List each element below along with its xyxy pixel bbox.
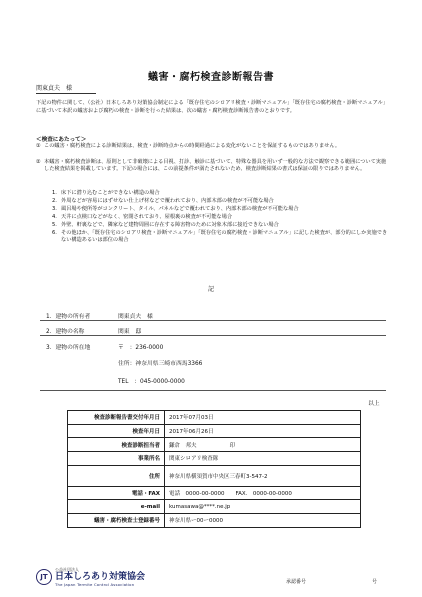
ijou-text: 以上: [368, 401, 380, 407]
note-2: [36, 159, 390, 174]
condition-item: 2. 外周などが容易にはずせない仕上げ材などで覆われており、内部木部の検査が不可能な場合: [52, 198, 274, 204]
table-row: 住所 神奈川県横須賀市中央区三春町3-547-2: [68, 465, 361, 486]
condition-item: 4. 天井に点検口などがなく、密閉されており、屋根裏の検査が不可能な場合: [52, 214, 233, 220]
table-row: e-mail kumasawa@****.ne.jp: [68, 500, 361, 514]
address-value: 住所：神奈川県三崎市西馬3366: [118, 361, 203, 367]
owner-value: 関東貞夫 様: [118, 314, 153, 320]
table-row: 検査年月日 2017年06月26日: [68, 424, 361, 438]
address-label: 3．建物の所在地: [46, 345, 91, 351]
note-text: 本蟻害・腐朽検査診断は、原則として非破壊による目視、打診、触診に基づいて、特殊な器具を用いず一般的な方法で観察できる範囲について実施した検査結果を掲載しています。下記の場合には、この前提条件が満たされないため、検査診断結果の書式は保証の限りではありません。: [44, 159, 387, 173]
logo-name: 日本しろあり対策協会: [55, 572, 146, 582]
association-logo: [36, 567, 145, 587]
logo-small-text: 公益社団法人: [55, 567, 79, 572]
go-label: 号: [372, 579, 378, 585]
ki-heading: 記: [207, 286, 214, 293]
building-name-value: 関東 邸: [118, 329, 142, 335]
note-marker: ①: [36, 143, 41, 149]
building-name-label: 2．建物の名称: [46, 329, 85, 335]
note-marker: ②: [36, 159, 41, 165]
divider: [40, 335, 386, 336]
divider: [40, 320, 386, 321]
divider: [40, 390, 386, 391]
condition-item: 5. 外壁、軒裏などで、隣家など建物周囲に存在する障害物のために対象木部に接近できない場合: [52, 222, 279, 228]
intro-paragraph: 下記の物件に関して、（公社）日本しろあり対策協会制定による「既存住宅のシロアリ検査・診断マニュアル」「既存住宅の腐朽検査・診断マニュアル」に基づいて本訳の蟻害および腐朽の検査・診断を行った結果は、次の蟻害・腐朽検査診断報告書のとおりです。: [36, 100, 389, 114]
table-row: 事業所名 関東シロアリ検査隊: [68, 452, 361, 466]
note-1: [36, 143, 390, 150]
owner-label: 1．建物の所有者: [46, 314, 91, 320]
addressee: 関東貞夫 様: [36, 83, 96, 94]
postal-code: 〒 ：236-0000: [118, 345, 164, 351]
table-row: 蟻害・腐朽検査士登録番号 神奈川県ー00ー0000: [68, 514, 361, 528]
report-title: 蟻害・腐朽検査診断報告書: [148, 72, 274, 83]
condition-item: 1. 床下に潜り込むことができない構造の場合: [52, 190, 160, 196]
condition-item: 6. その他ほか、「既存住宅のシロアリ検査・診断マニュアル」「既存住宅の腐朽検査・診断マニュアル」に記した検査が、部分的にしか実施できない構造あるいは部位の場合: [52, 230, 388, 244]
table-row: 検査診断担当者 鎌倉 邦夫 印: [68, 438, 361, 452]
table-row: 検査診断報告書交付年月日 2017年07月03日: [68, 411, 361, 425]
condition-item: 3. 風呂場や便所等がコンクリート、タイル、パネルなどで覆われており、内部木部の検査が不可能な場合: [52, 206, 299, 212]
table-row: 電話・FAX 電話 0000-00-0000 FAX. 0000-00-0000: [68, 486, 361, 500]
notes-heading: ＜検査にあたって＞: [36, 137, 87, 143]
note-text: この蟻害・腐朽検査による診断結果は、検査・診断時点からの時間経過による変化がないことを保証するものではありません。: [44, 143, 341, 149]
termite-logo-icon: JT: [36, 569, 52, 585]
registration-number-label: 承認番号: [286, 579, 307, 585]
inspection-info-table: [67, 410, 361, 528]
tel-value: TEL ：045-0000-0000: [118, 379, 185, 385]
logo-english-name: The Japan Termite Control Association: [55, 582, 135, 587]
